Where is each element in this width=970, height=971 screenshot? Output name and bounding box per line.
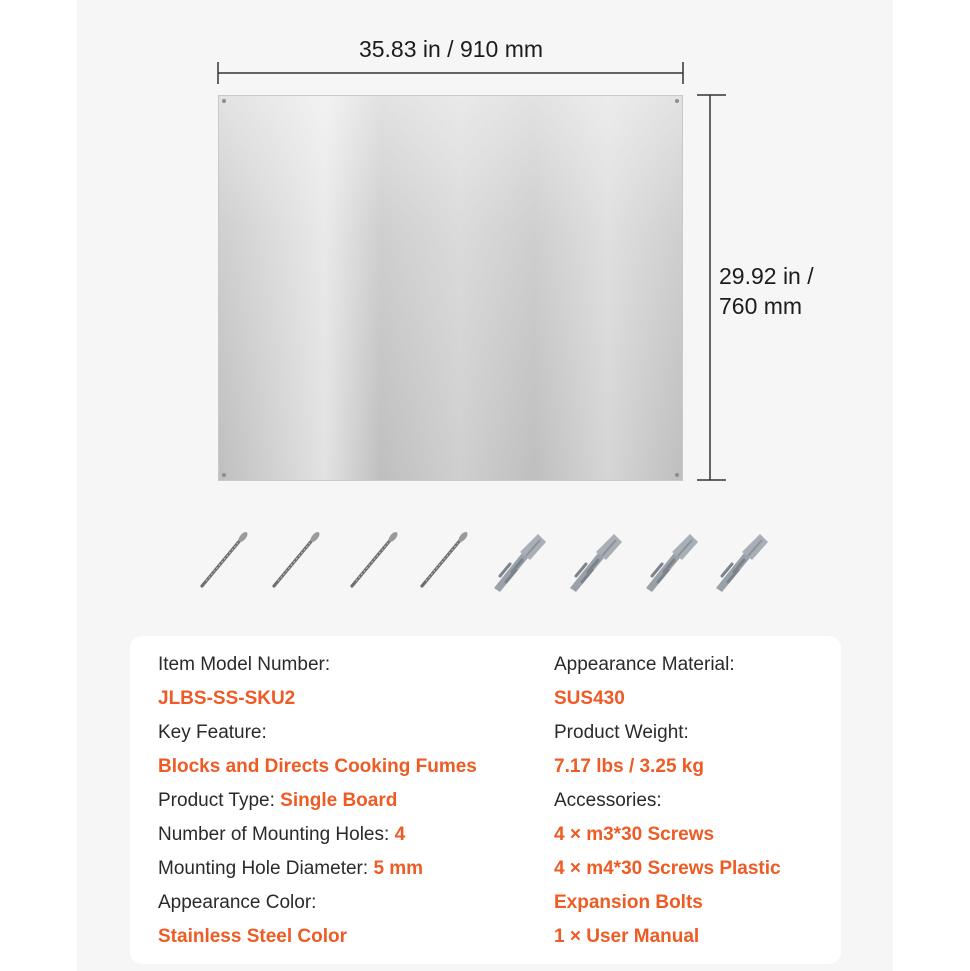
mounting-holes-label: Number of Mounting Holes:	[158, 824, 395, 845]
screw-icon	[202, 530, 249, 586]
hole-diameter-value: 5 mm	[373, 858, 424, 879]
accessories-item-bolts-cont: Expansion Bolts	[554, 892, 703, 913]
accessories-row	[190, 528, 790, 598]
specification-card	[130, 636, 841, 964]
product-type-value: Single Board	[280, 790, 398, 811]
product-type-label: Product Type:	[158, 790, 281, 811]
mounting-holes-value: 4	[394, 824, 406, 845]
mounting-hole	[675, 473, 679, 477]
mounting-holes-row	[158, 820, 477, 854]
screw-icon	[274, 530, 321, 586]
height-label-line-2: 760 mm	[719, 293, 803, 319]
model-number-value: JLBS-SS-SKU2	[158, 688, 296, 709]
accessories-item-manual: 1 × User Manual	[554, 926, 700, 947]
screw-icon	[352, 530, 399, 586]
mounting-hole	[222, 99, 226, 103]
product-type-row	[158, 786, 477, 820]
mounting-hole	[675, 99, 679, 103]
screw-icon	[422, 530, 469, 586]
expansion-bolt-icon	[570, 534, 622, 592]
width-dimension-line	[210, 58, 690, 84]
product-weight-label: Product Weight:	[554, 722, 689, 743]
key-feature-label: Key Feature:	[158, 722, 267, 743]
width-dimension-label: 35.83 in / 910 mm	[358, 36, 544, 62]
model-number-label: Item Model Number:	[158, 654, 331, 675]
height-label-line-1: 29.92 in /	[719, 263, 814, 289]
accessories-item-bolts: 4 × m4*30 Screws Plastic	[554, 858, 781, 879]
expansion-bolt-icon	[646, 534, 698, 592]
accessories-item-screws: 4 × m3*30 Screws	[554, 824, 715, 845]
mounting-hole	[222, 473, 226, 477]
stainless-steel-backsplash-panel	[218, 95, 683, 481]
expansion-bolt-icon	[716, 534, 768, 592]
product-weight-value: 7.17 lbs / 3.25 kg	[554, 756, 704, 777]
spec-column-right	[554, 650, 781, 956]
hole-diameter-label: Mounting Hole Diameter:	[158, 858, 374, 879]
appearance-color-label: Appearance Color:	[158, 892, 317, 913]
height-dimension-label	[719, 261, 859, 321]
appearance-material-value: SUS430	[554, 688, 625, 709]
appearance-material-label: Appearance Material:	[554, 654, 735, 675]
hole-diameter-row	[158, 854, 477, 888]
expansion-bolt-icon	[494, 534, 546, 592]
key-feature-value: Blocks and Directs Cooking Fumes	[158, 756, 477, 777]
spec-column-left	[158, 650, 477, 956]
appearance-color-value: Stainless Steel Color	[158, 926, 348, 947]
accessories-label: Accessories:	[554, 790, 662, 811]
